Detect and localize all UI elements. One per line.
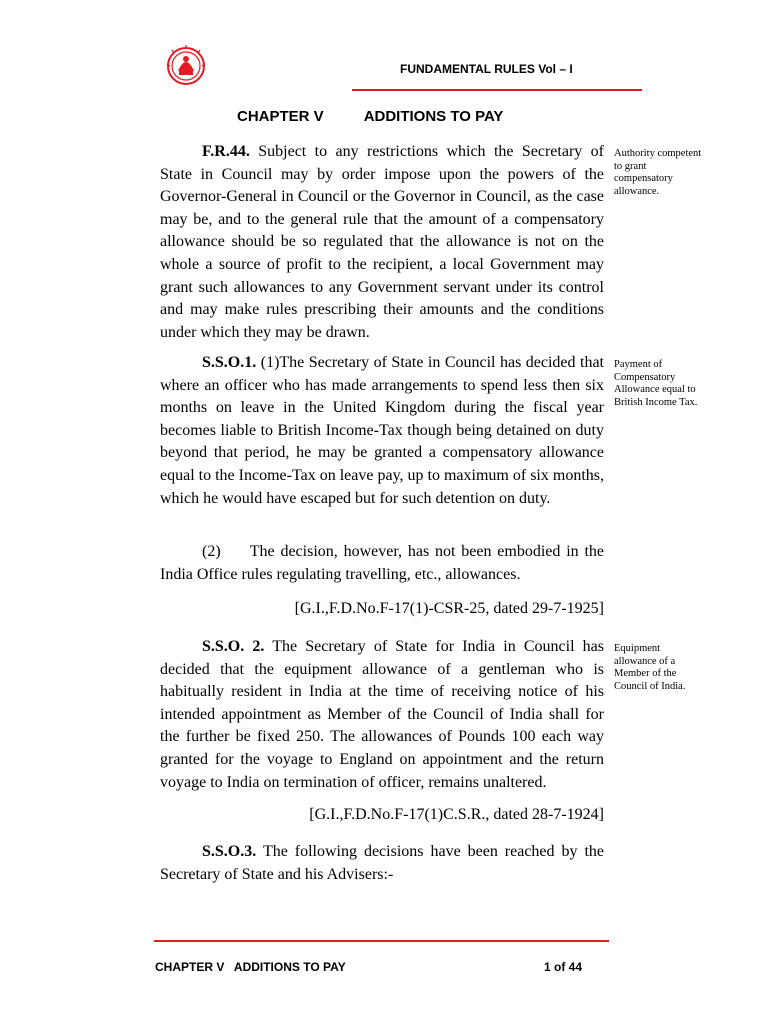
section-fr44	[160, 141, 604, 344]
section-text: The following decisions have been reached by the Secretary of State and his Advisers:-	[160, 843, 605, 883]
reference-sso2: [G.I.,F.D.No.F-17(1)C.S.R., dated 28-7-1924]	[309, 806, 604, 823]
chapter-title: ADDITIONS TO PAY	[363, 108, 504, 125]
section-label: S.S.O.3.	[202, 843, 257, 860]
section-sso3	[160, 841, 604, 886]
running-header-title: FUNDAMENTAL RULES Vol – I	[400, 62, 573, 76]
section-text: Subject to any restrictions which the Secretary of State in Council may by order impose upon the powers of the Governor-General in Council or the Governor in Council, as the case may be, and to the general rule that the amount of a compensatory allowance should be so regulated that the allowance is not on the whole a source of profit to the recipient, a local Government may grant such allowances to any Government servant under its control and may make rules prescribing their amounts and the conditions under which they may be drawn.	[160, 143, 604, 341]
section-label: F.R.44.	[202, 143, 250, 160]
footer-rule	[154, 940, 609, 942]
paragraph-text: The decision, however, has not been embodied in the India Office rules regulating travelling, etc., allowances.	[160, 543, 605, 583]
chapter-number: CHAPTER V	[237, 108, 324, 125]
section-label: S.S.O. 2.	[202, 638, 265, 655]
footer-chapter: CHAPTER V ADDITIONS TO PAY	[155, 960, 346, 974]
margin-note-sso2: Equipment allowance of a Member of the Council of India.	[614, 643, 686, 692]
paragraph-number: (2)	[202, 543, 221, 560]
page-number: 1 of 44	[544, 960, 583, 974]
header-rule	[352, 89, 642, 91]
government-seal-icon	[166, 45, 206, 89]
section-text: (1)The Secretary of State in Council has decided that where an officer who has made arrangements to spend less then six months on leave in the United Kingdom during the fiscal year becomes liable to British Income-Tax though being detained on duty beyond that period, he may be granted a compensatory allowance equal to the Income-Tax on leave pay, up to maximum of six months, which he would have escaped but for such detention on duty.	[160, 354, 605, 507]
section-sso1-para2	[160, 541, 604, 586]
section-sso1	[160, 352, 604, 510]
margin-note-sso1: Payment of Compensatory Allowance equal to British Income Tax.	[614, 359, 698, 408]
margin-note-fr44: Authority competent to grant compensatory allowance.	[614, 148, 702, 197]
chapter-heading	[237, 108, 503, 125]
section-text: The Secretary of State for India in Council has decided that the equipment allowance of a gentleman who is habitually resident in India at the time of receiving notice of his intended appointment as Member of the Council of India shall for the further be fixed 250. The allowances of Pounds 100 each way granted for the voyage to England on appointment and the return voyage to India on termination of officer, remains unaltered.	[160, 638, 604, 791]
section-label: S.S.O.1.	[202, 354, 257, 371]
reference-sso1: [G.I.,F.D.No.F-17(1)-CSR-25, dated 29-7-1925]	[294, 600, 604, 617]
section-sso2	[160, 636, 604, 794]
